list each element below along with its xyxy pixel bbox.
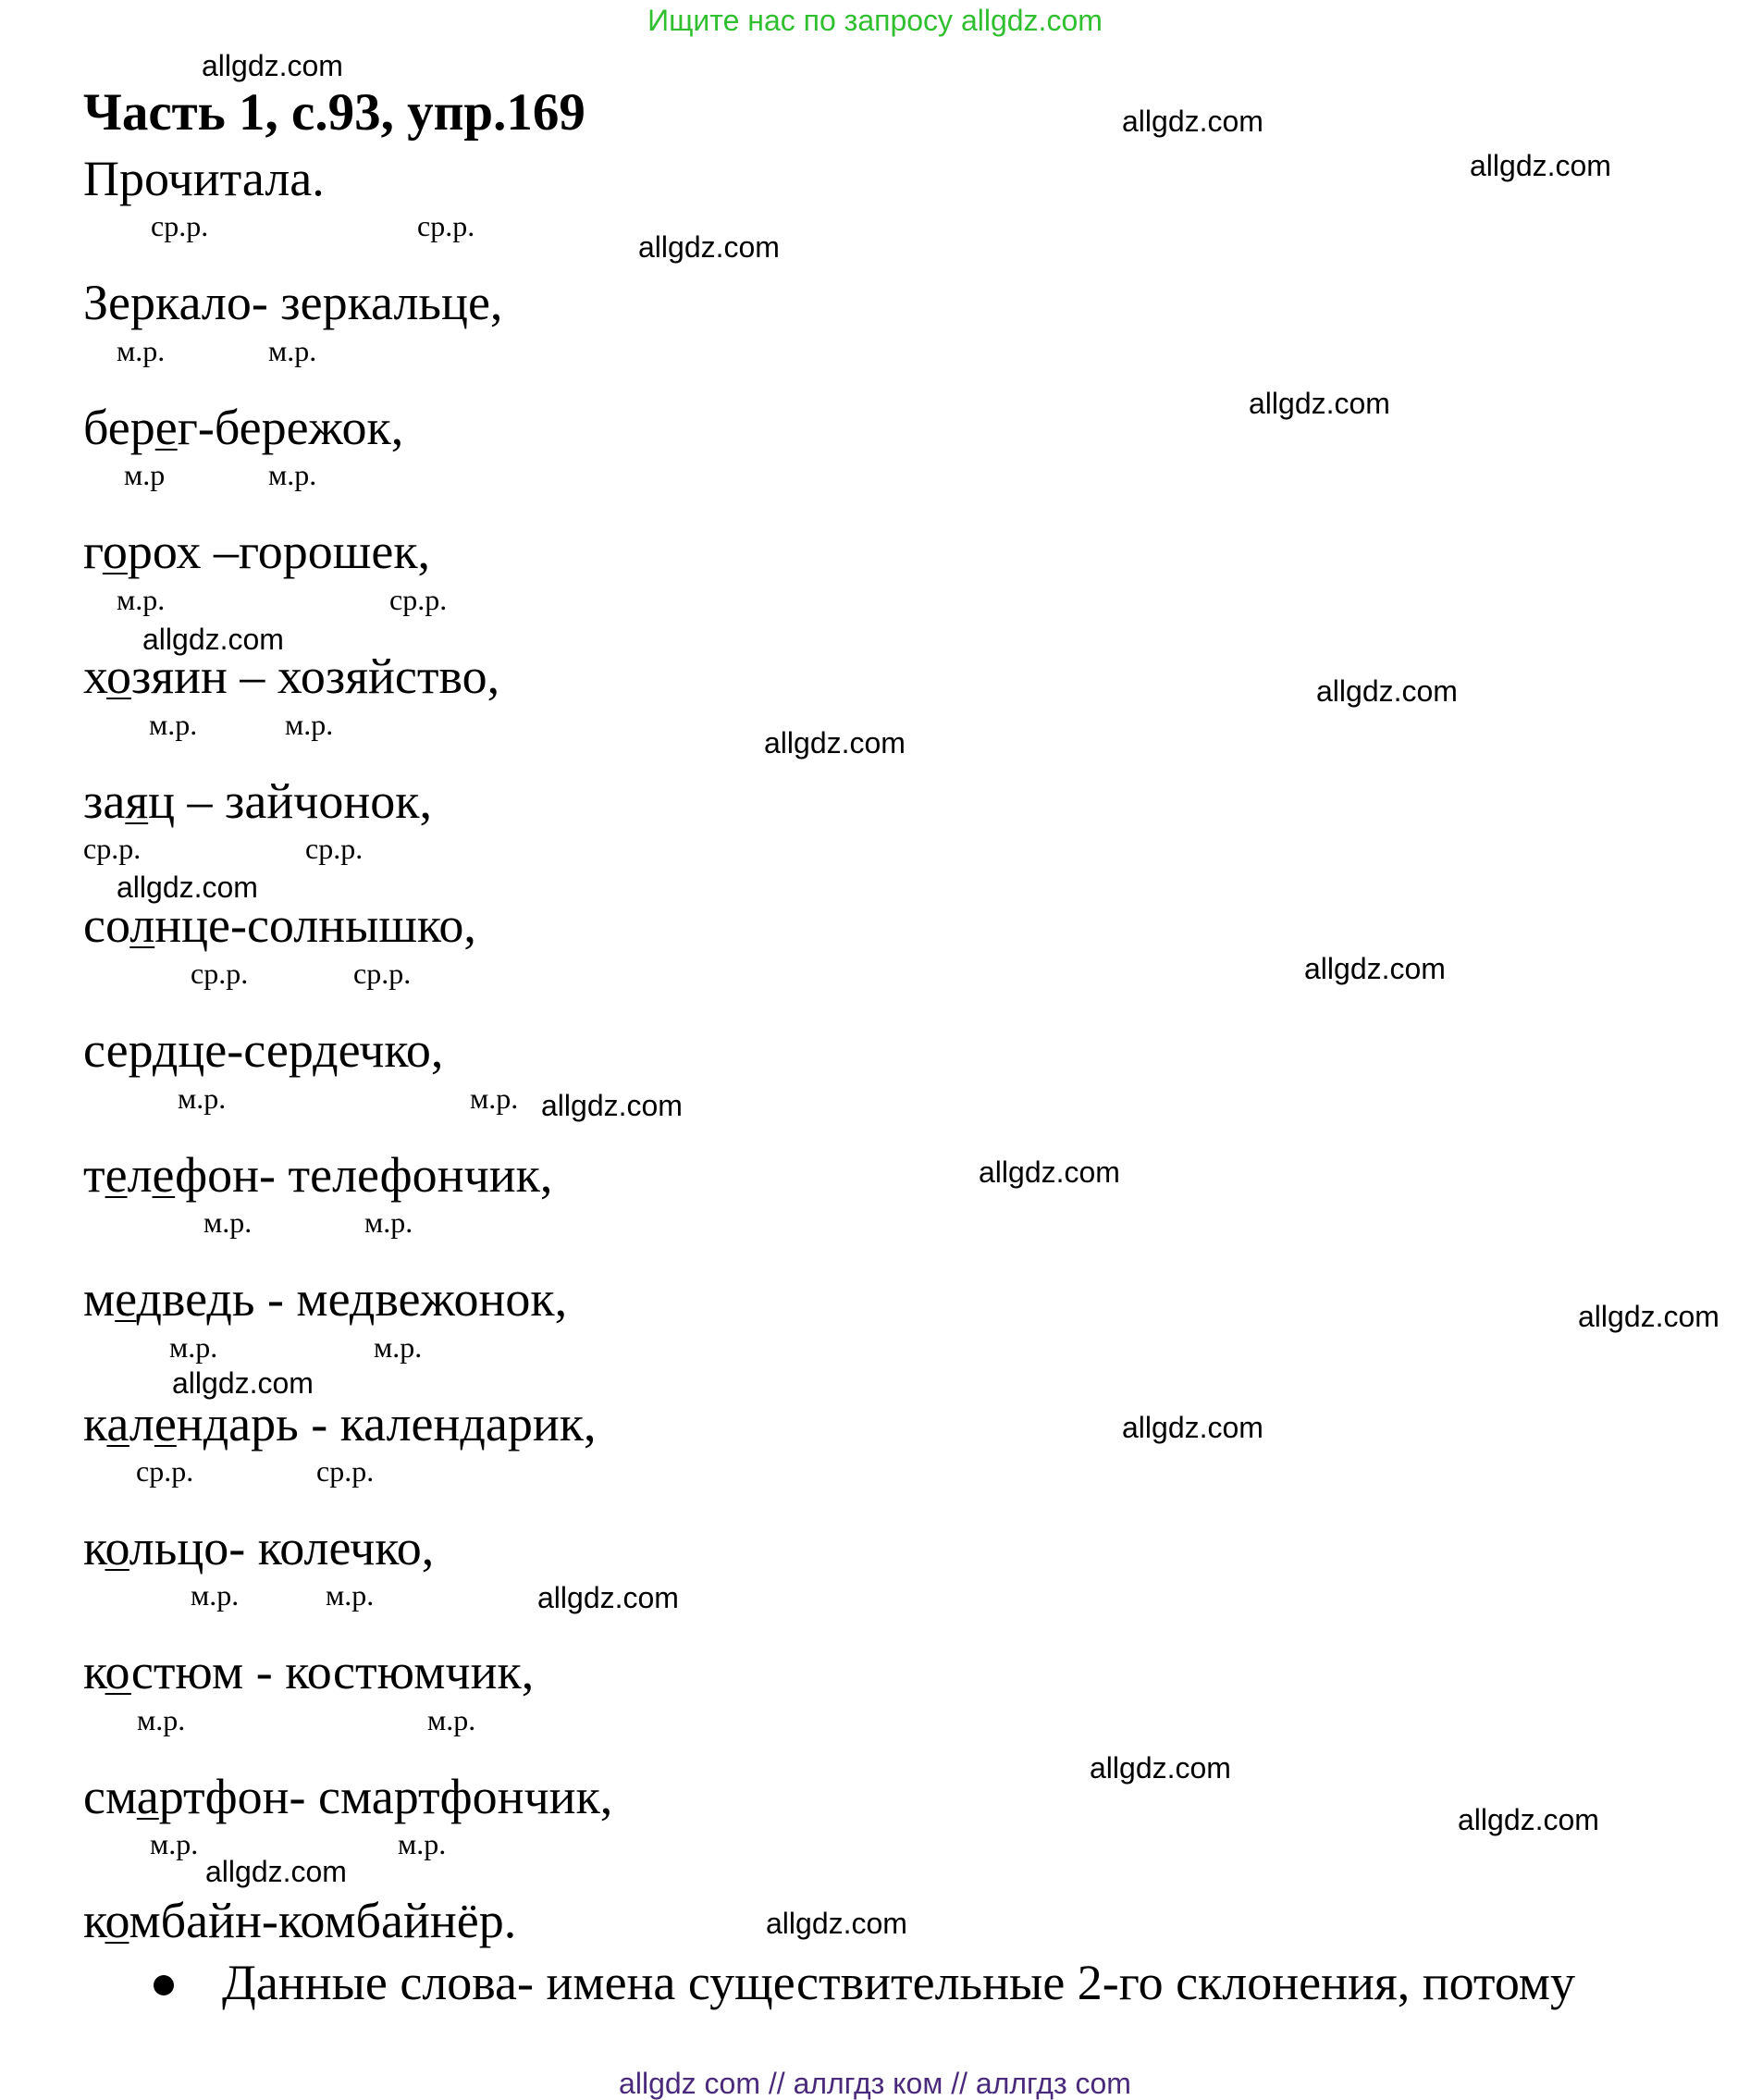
word-part: со [83,897,130,953]
word-pair [83,1147,553,1203]
word-part: к [83,1396,107,1451]
gender-label: ср.р. [191,957,249,990]
watermark: allgdz.com [1578,1300,1719,1333]
watermark: allgdz.com [979,1155,1120,1189]
gender-label: м.р. [117,334,166,367]
word-part: нце-солнышко, [154,897,476,953]
orthogram-letter: а [136,1769,159,1824]
gender-label: ср.р. [417,209,475,242]
word-pair [83,1769,613,1824]
watermark: allgdz.com [142,623,284,656]
gender-label: м.р. [203,1205,253,1239]
word-part: це-сердечко, [178,1022,444,1078]
watermark: allgdz.com [1304,952,1446,985]
watermark: allgdz.com [205,1855,347,1888]
word-pair [83,1893,517,1948]
word-part: Зеркало- зеркальце, [83,275,503,330]
watermark: allgdz.com [764,726,906,760]
word-part: к [83,1520,105,1575]
watermark: allgdz.com [172,1366,314,1400]
word-part: ртфон- смартфончик, [158,1769,613,1824]
watermark: allgdz.com [638,230,780,264]
word-part: м [83,1271,116,1327]
word-pair [83,649,500,704]
watermark: allgdz.com [1122,1411,1263,1444]
page-title: Часть 1, с.93, упр.169 [83,83,585,142]
watermark: allgdz.com [1249,387,1390,420]
word-pair [83,1396,597,1451]
orthogram-letter: о [105,649,131,704]
orthogram-letter: е [115,1271,137,1327]
gender-label: ср.р. [136,1454,194,1488]
gender-label: ср.р. [353,957,412,990]
conclusion-text: Данные слова- имена существительные 2-го склонения, потому [222,1955,1575,2010]
word-part: за [83,773,126,829]
gender-label: м.р. [285,708,334,741]
gender-label: м.р. [398,1827,447,1860]
word-part: дведь - медвежонок, [136,1271,568,1327]
orthogram-letter: о [105,1893,129,1948]
watermark: allgdz.com [202,49,343,82]
watermark: allgdz.com [1122,105,1263,138]
orthogram-letter: д [152,1022,179,1078]
gender-label: ср.р. [305,832,364,865]
gender-label: м.р. [117,583,166,616]
gender-label: м.р. [364,1205,413,1239]
bullet-icon [154,1975,174,1995]
gender-label: м.р. [191,1578,240,1612]
word-pair [83,1022,444,1078]
word-part: ндарь - календарик, [176,1396,597,1451]
orthogram-letter: е [154,400,178,455]
watermark: allgdz.com [1090,1751,1231,1785]
word-part: зяин – хозяйство, [130,649,500,704]
orthogram-letter: а [106,1396,129,1451]
word-part: ц – зайчонок, [148,773,433,829]
orthogram-letter: я [125,773,149,829]
word-part: г-бережок, [177,400,404,455]
watermark: allgdz.com [1316,674,1458,708]
watermark: allgdz.com [766,1907,907,1940]
gender-label: м.р. [268,334,317,367]
gender-label: м.р. [326,1578,375,1612]
gender-label: м.р. [169,1330,218,1364]
word-pair [83,524,431,579]
word-part: льцо- колечко, [129,1520,435,1575]
word-part: бер [83,400,155,455]
word-part: к [83,1893,105,1948]
gender-label: м.р. [268,458,317,491]
intro-text: Прочитала. [83,151,325,206]
word-part: мбайн-комбайнёр. [129,1893,517,1948]
footer-watermark: allgdz com // аллгдз ком // аллгдз com [619,2067,1131,2100]
word-pair [83,1520,435,1575]
word-part: см [83,1769,137,1824]
orthogram-letter: е [105,1147,128,1203]
gender-label: ср.р. [389,583,448,616]
word-pair [83,1644,535,1699]
gender-label: м.р. [150,1827,199,1860]
word-part: рох –горошек, [127,524,431,579]
word-part: х [83,649,106,704]
watermark: allgdz.com [117,871,258,904]
word-pair [83,400,404,455]
gender-label: м.р. [137,1703,186,1736]
gender-label: ср.р. [151,209,209,242]
watermark: allgdz.com [541,1089,683,1122]
word-part: фон- телефончик, [175,1147,553,1203]
gender-label: м.р [124,458,166,491]
orthogram-letter: о [105,1520,129,1575]
gender-label: м.р. [178,1081,227,1115]
word-part: л [129,1396,154,1451]
word-part: г [83,524,103,579]
word-pair [83,1271,568,1327]
watermark: allgdz.com [1458,1803,1599,1836]
watermark: allgdz.com [537,1581,679,1614]
word-pair [83,275,503,330]
word-pair [83,897,476,953]
gender-label: ср.р. [316,1454,375,1488]
word-part: стюм - костюмчик, [130,1644,535,1699]
word-part: т [83,1147,105,1203]
gender-label: м.р. [470,1081,519,1115]
watermark: allgdz.com [1470,149,1611,182]
word-part: сер [83,1022,153,1078]
orthogram-letter: е [154,1396,177,1451]
orthogram-letter: о [105,1644,131,1699]
orthogram-letter: е [152,1147,176,1203]
gender-label: м.р. [374,1330,423,1364]
top-search-banner: Ищите нас по запросу allgdz.com [647,4,1103,37]
gender-label: ср.р. [83,832,142,865]
word-part: л [127,1147,153,1203]
orthogram-letter: о [102,524,128,579]
word-part: к [83,1644,105,1699]
orthogram-letter: л [129,897,155,953]
word-pair [83,773,433,829]
gender-label: м.р. [149,708,198,741]
gender-label: м.р. [427,1703,476,1736]
